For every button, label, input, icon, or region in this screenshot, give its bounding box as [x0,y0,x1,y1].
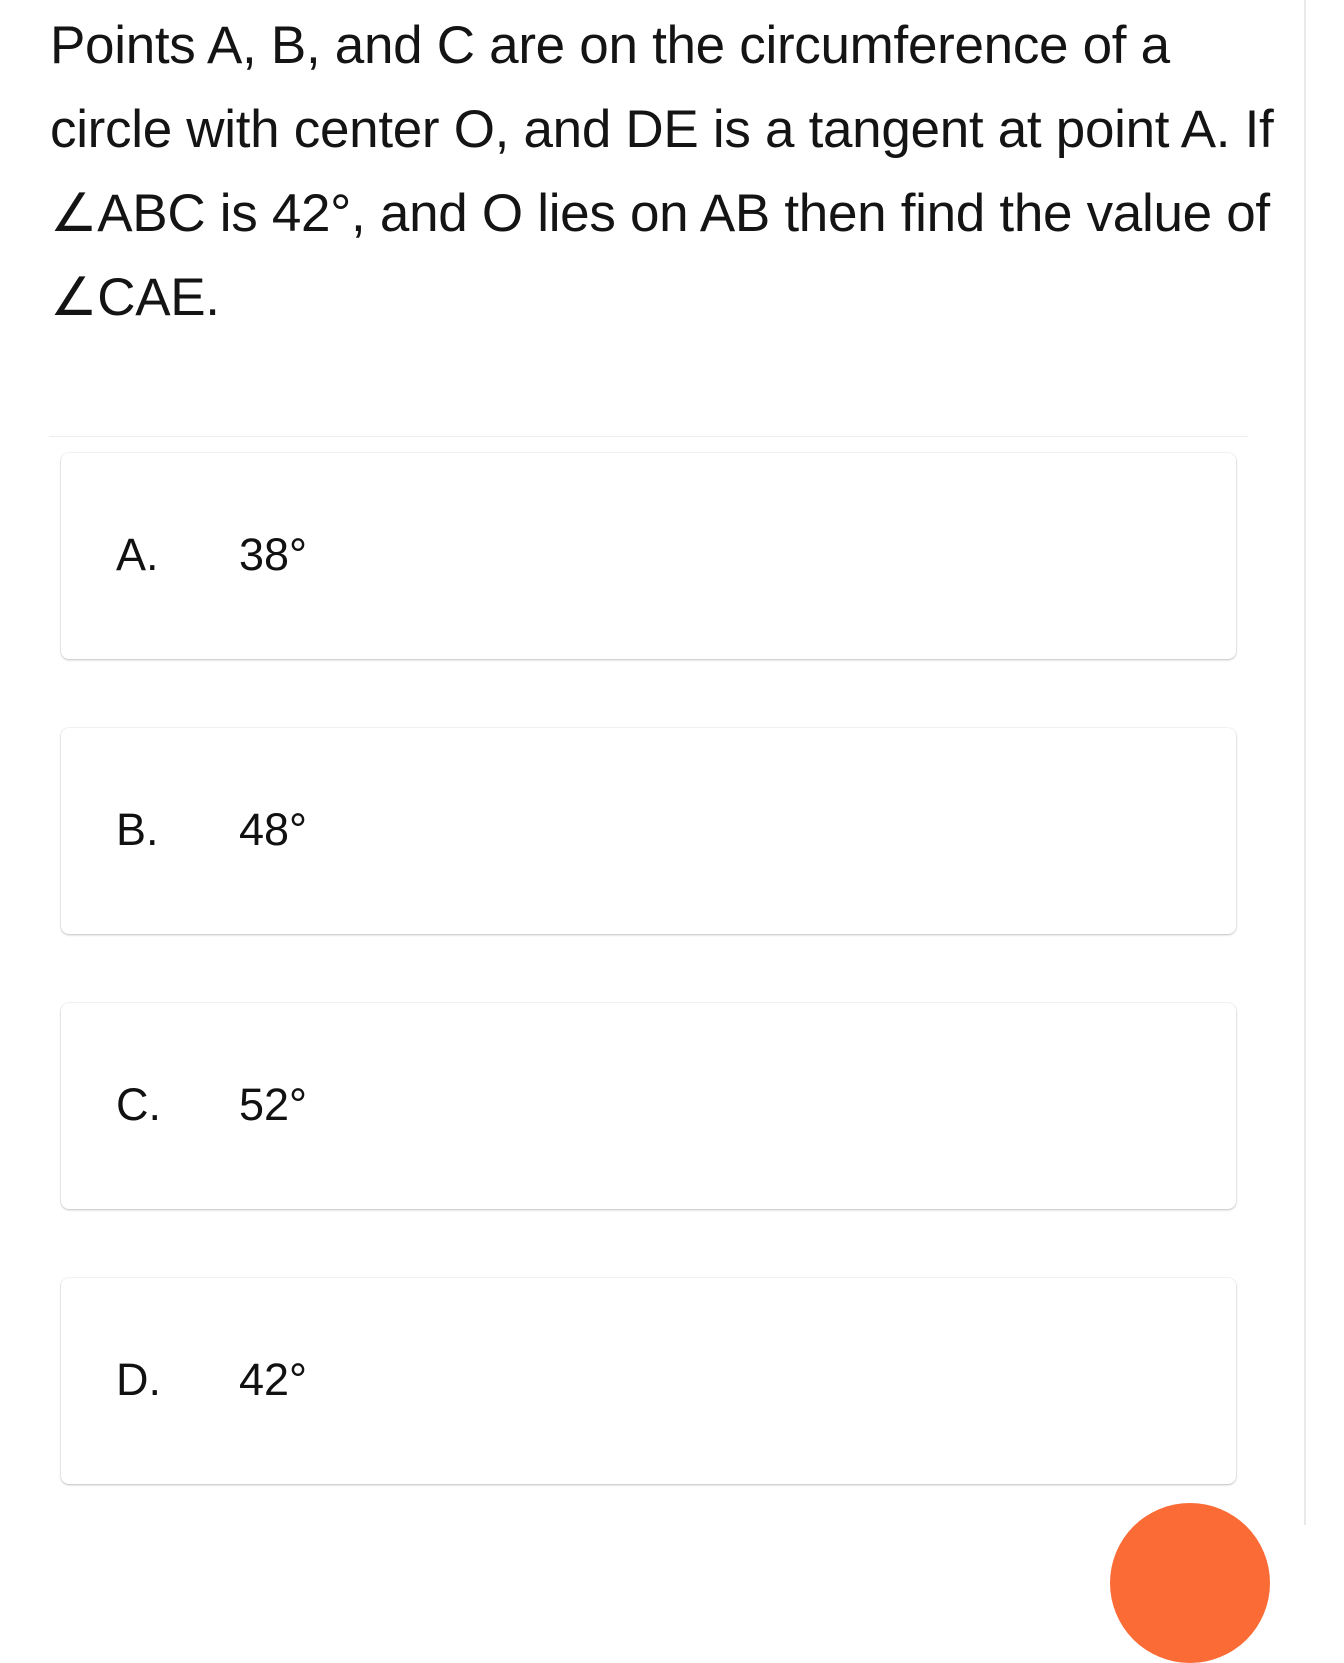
option-c[interactable] [61,1003,1236,1209]
option-letter: A. [116,529,159,580]
option-value: 38° [239,529,308,580]
option-value: 42° [239,1354,308,1405]
option-value: 52° [239,1079,308,1130]
option-letter: B. [116,804,159,855]
scroll-edge-divider [1304,0,1306,1525]
option-value: 48° [239,804,308,855]
question-text: Points A, B, and C are on the circumference of a circle with center O, and DE is a tangent at point A. If ∠ABC is 42°, and O lies on AB then find the value of ∠CAE. [50,16,1274,327]
option-d[interactable] [61,1278,1236,1484]
section-divider [49,436,1248,437]
option-letter: C. [116,1079,161,1130]
option-b[interactable] [61,728,1236,934]
option-letter: D. [116,1354,161,1405]
floating-action-button[interactable] [1110,1503,1270,1663]
option-a[interactable] [61,453,1236,659]
